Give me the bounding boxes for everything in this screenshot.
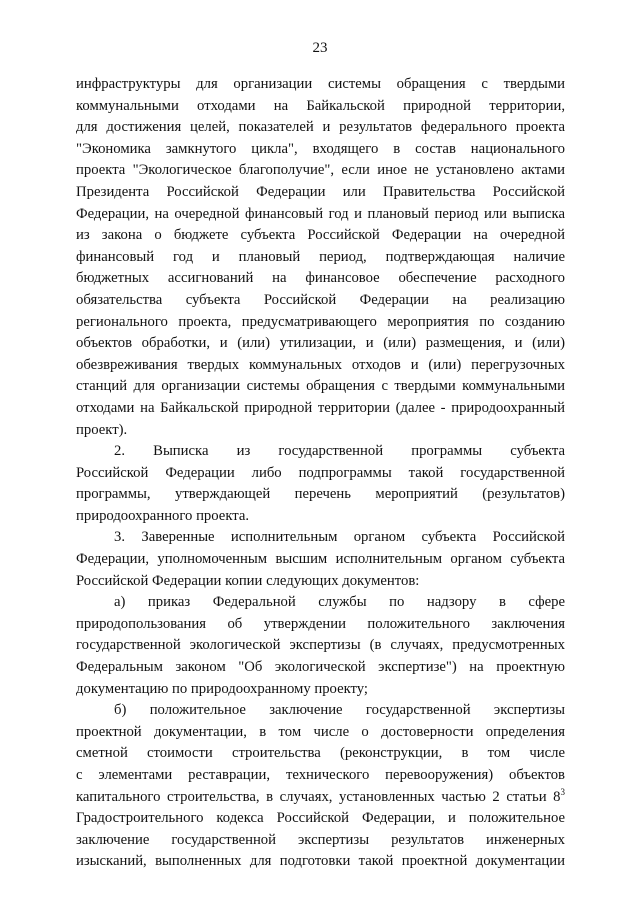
paragraph-item-2 bbox=[76, 441, 565, 527]
text-line: станций для организации системы обращения с твердыми коммунальными bbox=[76, 378, 565, 395]
text-line: заключение государственной экспертизы результатов инженерных bbox=[76, 831, 565, 848]
text-line: финансовый год и плановый период, подтверждающая наличие bbox=[76, 248, 565, 265]
text-line: с элементами реставрации, технического перевооружения) объектов bbox=[76, 767, 565, 783]
text-line: программы, утверждающей перечень мероприятий (результатов) bbox=[76, 486, 565, 503]
text-line: 3. Заверенные исполнительным органом субъекта Российской bbox=[114, 529, 565, 546]
text-line: природопользования об утверждении положительного заключения bbox=[76, 615, 565, 632]
document-body bbox=[76, 74, 565, 873]
paragraph-subitem-a bbox=[76, 592, 565, 700]
text-line: из закона о бюджете субъекта Российской Федерации на очередной bbox=[76, 227, 565, 244]
text-line: для достижения целей, показателей и результатов федерального проекта bbox=[76, 119, 565, 136]
text-line: обязательства субъекта Российской Федерации на реализацию bbox=[76, 291, 565, 308]
text-line: 2. Выписка из государственной программы субъекта bbox=[114, 443, 565, 460]
text-line: Федеральным законом "Об экологической экспертизе") на проектную bbox=[76, 659, 565, 676]
text-line: сметной стоимости строительства (реконструкции, в том числе bbox=[76, 745, 565, 762]
text-line: коммунальными отходами на Байкальской природной территории, bbox=[76, 97, 565, 114]
text-line: природоохранного проекта. bbox=[76, 507, 250, 524]
page-number: 23 bbox=[312, 40, 328, 56]
text-line: проект). bbox=[76, 421, 128, 438]
paragraph-subitem-b bbox=[76, 700, 565, 873]
text-line: бюджетных ассигнований на финансовое обеспечение расходного bbox=[76, 270, 565, 287]
text-line: проекта "Экологическое благополучие", если иное не установлено актами bbox=[76, 162, 565, 179]
paragraph-item-3 bbox=[76, 527, 565, 592]
text-line: обезвреживания твердых коммунальных отходов и (или) перегрузочных bbox=[76, 356, 565, 373]
text-line-with-superscript bbox=[76, 787, 565, 809]
text-line: изысканий, выполненных для подготовки такой проектной документации bbox=[76, 853, 565, 870]
text-line: проектной документации, в том числе о достоверности определения bbox=[76, 723, 565, 740]
text-line: Российской Федерации копии следующих документов: bbox=[76, 572, 420, 589]
superscript: 3 bbox=[560, 786, 565, 797]
text-line: объектов обработки, и (или) утилизации, и (или) размещения, и (или) bbox=[76, 335, 565, 352]
text-line: Российской Федерации либо подпрограммы такой государственной bbox=[76, 464, 565, 481]
paragraph-continuation bbox=[76, 74, 565, 441]
text-line: "Экономика замкнутого цикла", входящего в состав национального bbox=[76, 140, 565, 157]
text-line-main: капитального строительства, в случаях, установленных частью 2 статьи 8 bbox=[76, 788, 561, 805]
text-line: Градостроительного кодекса Российской Федерации, и положительное bbox=[76, 810, 565, 827]
text-line: инфраструктуры для организации системы обращения с твердыми bbox=[76, 76, 565, 92]
text-line: б) положительное заключение государственной экспертизы bbox=[114, 702, 565, 719]
text-line: Президента Российской Федерации или Правительства Российской bbox=[76, 183, 565, 200]
text-line: регионального проекта, предусматривающего мероприятия по созданию bbox=[76, 313, 565, 330]
text-line: документацию по природоохранному проекту; bbox=[76, 680, 368, 697]
text-line: Федерации, уполномоченным высшим исполнительным органом субъекта bbox=[76, 551, 565, 568]
text-line: государственной экологической экспертизы (в случаях, предусмотренных bbox=[76, 637, 565, 654]
text-line: Федерации, на очередной финансовый год и плановый период или выписка bbox=[76, 205, 565, 222]
text-line: отходами на Байкальской природной территории (далее - природоохранный bbox=[76, 399, 565, 416]
text-line: а) приказ Федеральной службы по надзору в сфере bbox=[114, 594, 565, 611]
